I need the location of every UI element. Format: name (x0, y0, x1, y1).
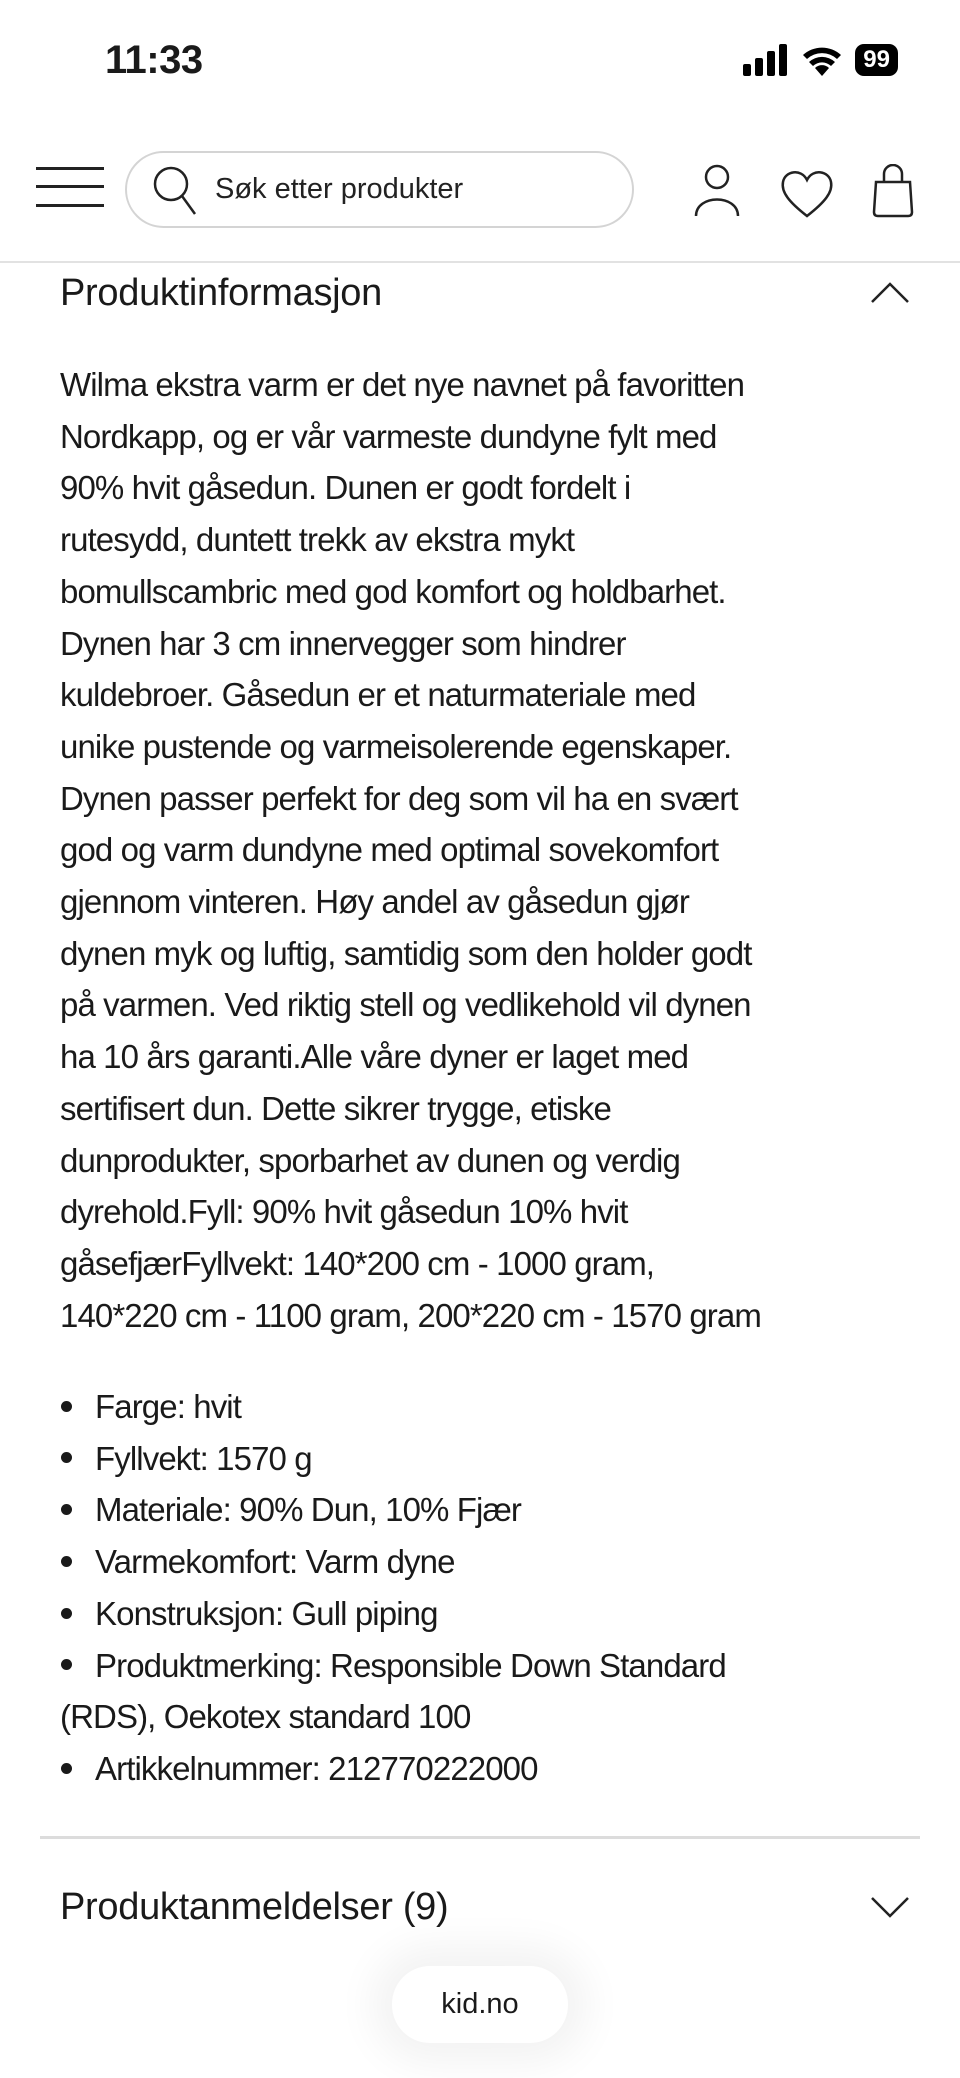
menu-button[interactable] (36, 167, 104, 207)
description-line: dyrehold.Fyll: 90% hvit gåsedun 10% hvit (60, 1193, 628, 1231)
spec-item: Materiale: 90% Dun, 10% Fjær (60, 1484, 726, 1536)
bullet-icon (61, 1556, 72, 1567)
search-bar[interactable] (125, 151, 634, 228)
spec-item: Konstruksjon: Gull piping (60, 1588, 726, 1640)
spec-item: Fyllvekt: 1570 g (60, 1433, 726, 1485)
bullet-icon (61, 1401, 72, 1412)
description-line: kuldebroer. Gåsedun er et naturmateriale med (60, 676, 696, 714)
bullet-icon (61, 1763, 72, 1774)
description-line: 90% hvit gåsedun. Dunen er godt fordelt i (60, 469, 631, 507)
chevron-up-icon[interactable] (870, 282, 910, 304)
section-divider (40, 1836, 920, 1839)
description-line: gjennom vinteren. Høy andel av gåsedun gjør (60, 883, 690, 921)
bullet-icon (61, 1452, 72, 1463)
description-line: bomullscambric med god komfort og holdbarhet. (60, 572, 726, 610)
status-icons (743, 44, 898, 76)
product-specs-list (60, 1381, 726, 1795)
description-line: Dynen passer perfekt for deg som vil ha en svært (60, 779, 738, 817)
spec-item-continuation: (RDS), Oekotex standard 100 (60, 1698, 471, 1736)
description-line: Dynen har 3 cm innervegger som hindrer (60, 624, 626, 662)
bullet-icon (61, 1504, 72, 1515)
description-line: dynen myk og luftig, samtidig som den holder godt (60, 934, 752, 972)
wishlist-heart-icon[interactable] (779, 168, 835, 218)
accordion-reviews-header[interactable] (60, 1880, 910, 1934)
spec-item: Farge: hvit (60, 1381, 726, 1433)
domain-label: kid.no (441, 1988, 519, 2020)
description-line: Nordkapp, og er vår varmeste dundyne fylt med (60, 417, 717, 455)
description-line: sertifisert dun. Dette sikrer trygge, etiske (60, 1089, 611, 1127)
product-description (60, 359, 761, 1341)
description-line: ha 10 års garanti.Alle våre dyner er laget med (60, 1038, 689, 1076)
browser-address-pill[interactable] (392, 1966, 568, 2043)
description-line: dunprodukter, sporbarhet av dunen og verdig (60, 1141, 680, 1179)
description-line: unike pustende og varmeisolerende egenskaper. (60, 727, 732, 765)
description-line: Wilma ekstra varm er det nye navnet på favoritten (60, 366, 745, 403)
wifi-icon (801, 44, 843, 76)
signal-icon (743, 44, 789, 76)
accordion-title: Produktinformasjon (60, 271, 382, 314)
bullet-icon (61, 1608, 72, 1619)
spec-item: Produktmerking: Responsible Down Standard (60, 1640, 726, 1692)
description-line: 140*220 cm - 1100 gram, 200*220 cm - 1570 gram (60, 1296, 761, 1334)
accordion-product-info-header[interactable] (60, 266, 910, 320)
site-header (0, 140, 960, 260)
accordion-title: Produktanmeldelser (9) (60, 1885, 449, 1928)
header-divider (0, 261, 960, 263)
description-line: gåsefjærFyllvekt: 140*200 cm - 1000 gram, (60, 1244, 655, 1282)
description-line: rutesydd, duntett trekk av ekstra mykt (60, 521, 575, 559)
search-input[interactable] (215, 173, 595, 206)
description-line: på varmen. Ved riktig stell og vedlikehold vil dynen (60, 986, 751, 1024)
spec-item: Artikkelnummer: 212770222000 (60, 1743, 726, 1795)
status-time: 11:33 (105, 38, 203, 82)
search-icon (151, 164, 201, 216)
account-icon[interactable] (694, 164, 740, 216)
chevron-down-icon[interactable] (870, 1896, 910, 1918)
shopping-bag-icon[interactable] (872, 164, 914, 218)
description-line: god og varm dundyne med optimal sovekomfort (60, 831, 719, 869)
battery-indicator: 99 (855, 44, 898, 76)
spec-item: Varmekomfort: Varm dyne (60, 1536, 726, 1588)
bullet-icon (61, 1659, 72, 1670)
